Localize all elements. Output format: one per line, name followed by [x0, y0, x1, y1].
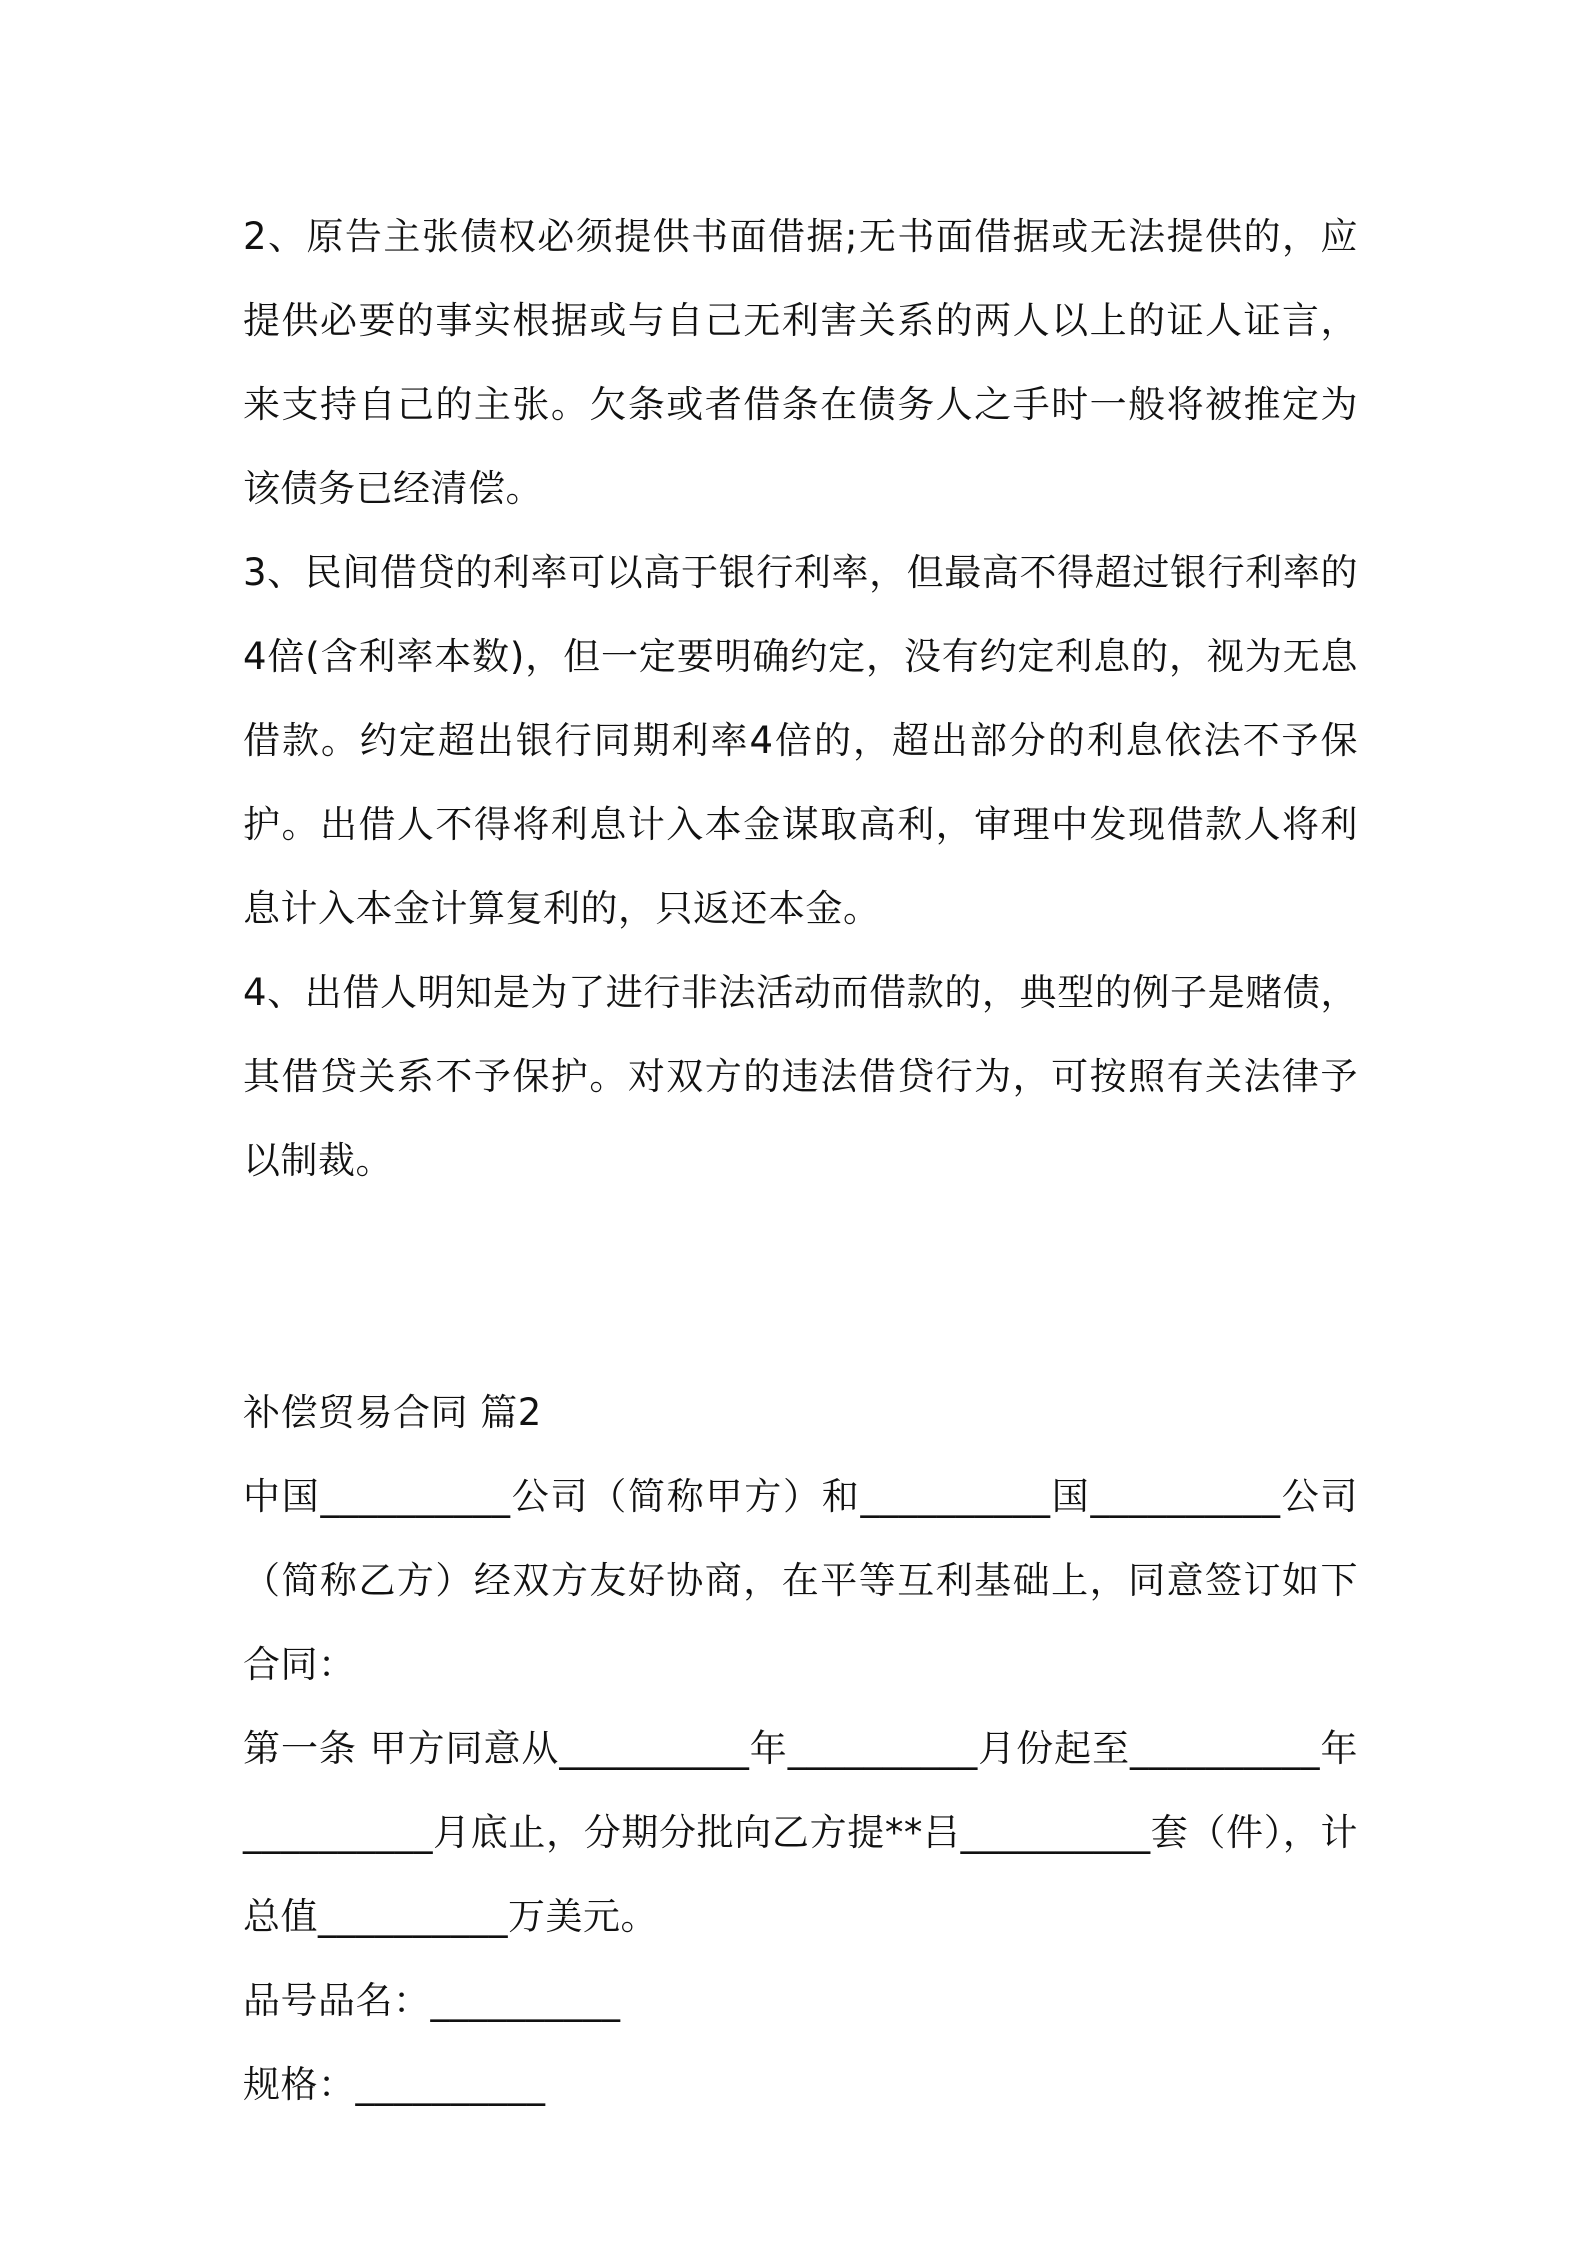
contract-intro: 中国__________公司（简称甲方）和__________国__________公司（简称乙方）经双方友好协商，在平等互利基础上，同意签订如下合同：: [243, 1475, 1358, 1686]
paragraph-2: 2、原告主张债权必须提供书面借据;无书面借据或无法提供的，应提供必要的事实根据或与自己无利害关系的两人以上的证人证言，来支持自己的主张。欠条或者借条在债务人之手时一般将被推定为该债务已经清偿。: [243, 215, 1358, 510]
paragraph-3: 3、民间借贷的利率可以高于银行利率，但最高不得超过银行利率的4倍(含利率本数)，但一定要明确约定，没有约定利息的，视为无息借款。约定超出银行同期利率4倍的，超出部分的利息依法不予保护。出借人不得将利息计入本金谋取高利，审理中发现借款人将利息计入本金计算复利的，只返还本金。: [243, 551, 1358, 930]
document-body: [243, 195, 1358, 2127]
section-title: 补偿贸易合同 篇2: [243, 1391, 542, 1434]
section-gap: [243, 1203, 1358, 1371]
spec-field: 规格：__________: [243, 2063, 546, 2106]
paragraph-4: 4、出借人明知是为了进行非法活动而借款的，典型的例子是赌债，其借贷关系不予保护。对双方的违法借贷行为，可按照有关法律予以制裁。: [243, 971, 1358, 1182]
article-1: 第一条 甲方同意从__________年__________月份起至__________年__________月底止，分期分批向乙方提**吕__________套（件），计总值__________万美元。: [243, 1727, 1358, 1938]
item-name-field: 品号品名：__________: [243, 1979, 621, 2022]
